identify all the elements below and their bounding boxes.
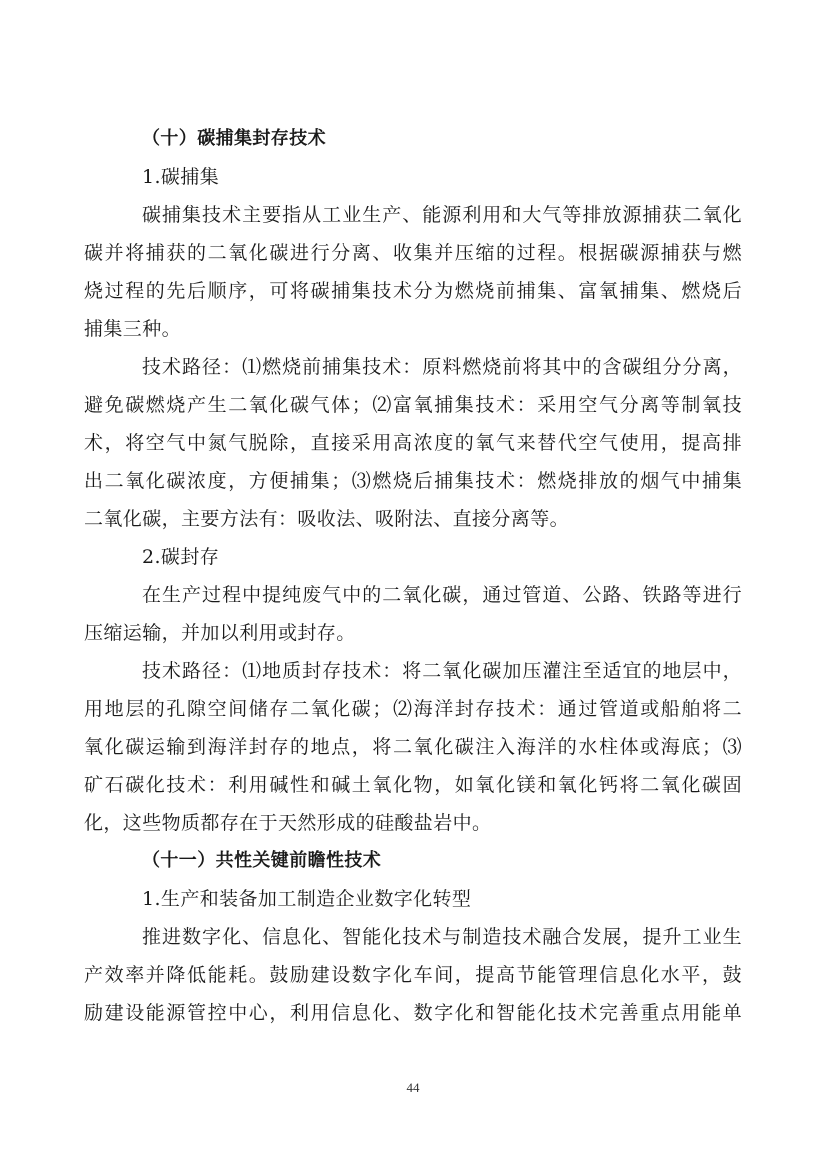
paragraph-line: 出二氧化碳浓度，方便捕集；⑶燃烧后捕集技术：燃烧排放的烟气中捕集 <box>84 470 742 492</box>
subsection-title-digital-transformation: 1.生产和装备加工制造企业数字化转型 <box>142 888 472 910</box>
subsection-title-carbon-storage: 2.碳封存 <box>142 546 220 568</box>
page-number: 44 <box>406 1080 420 1095</box>
section-heading-key-technologies: （十一）共性关键前瞻性技术 <box>142 850 382 871</box>
paragraph-line: 避免碳燃烧产生二氧化碳气体；⑵富氧捕集技术：采用空气分离等制氧技 <box>84 394 742 416</box>
paragraph-line: 矿石碳化技术：利用碱性和碱土氧化物，如氧化镁和氧化钙将二氧化碳固 <box>84 774 742 796</box>
paragraph-line: 氧化碳运输到海洋封存的地点，将二氧化碳注入海洋的水柱体或海底；⑶ <box>84 736 742 758</box>
paragraph-line: 捕集三种。 <box>84 318 182 340</box>
paragraph-line: 二氧化碳，主要方法有：吸收法、吸附法、直接分离等。 <box>84 508 570 530</box>
paragraph-line: 产效率并降低能耗。鼓励建设数字化车间，提高节能管理信息化水平，鼓 <box>84 964 742 986</box>
paragraph-line: 烧过程的先后顺序，可将碳捕集技术分为燃烧前捕集、富氧捕集、燃烧后 <box>84 280 742 302</box>
document-page <box>84 120 742 1032</box>
paragraph-line: 技术路径：⑴燃烧前捕集技术：原料燃烧前将其中的含碳组分分离， <box>142 356 742 378</box>
paragraph-line: 用地层的孔隙空间储存二氧化碳；⑵海洋封存技术：通过管道或船舶将二 <box>84 698 742 720</box>
paragraph-line: 化，这些物质都存在于天然形成的硅酸盐岩中。 <box>84 812 492 834</box>
paragraph-line: 术，将空气中氮气脱除，直接采用高浓度的氧气来替代空气使用，提高排 <box>84 432 742 454</box>
paragraph-line: 压缩运输，并加以利用或封存。 <box>84 622 356 644</box>
paragraph-line: 励建设能源管控中心，利用信息化、数字化和智能化技术完善重点用能单 <box>84 1002 742 1024</box>
subsection-title-carbon-capture: 1.碳捕集 <box>142 166 220 188</box>
paragraph-line: 碳并将捕获的二氧化碳进行分离、收集并压缩的过程。根据碳源捕获与燃 <box>84 242 742 264</box>
section-heading-carbon-capture-storage: （十）碳捕集封存技术 <box>142 128 326 149</box>
paragraph-line: 推进数字化、信息化、智能化技术与制造技术融合发展，提升工业生 <box>142 926 742 948</box>
paragraph-line: 在生产过程中提纯废气中的二氧化碳，通过管道、公路、铁路等进行 <box>142 584 742 606</box>
paragraph-line: 技术路径：⑴地质封存技术：将二氧化碳加压灌注至适宜的地层中， <box>142 660 742 682</box>
paragraph-line: 碳捕集技术主要指从工业生产、能源利用和大气等排放源捕获二氧化 <box>142 204 742 226</box>
